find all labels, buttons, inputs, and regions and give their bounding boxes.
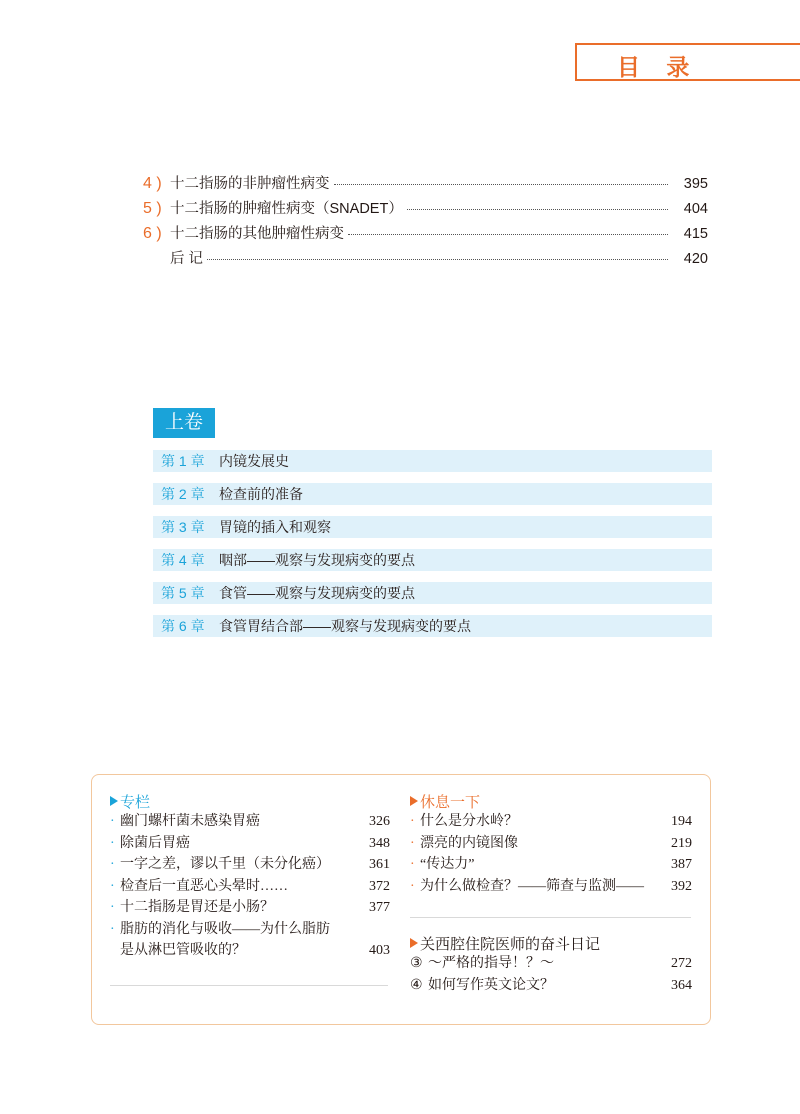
list-item-text: 除菌后胃癌: [120, 835, 190, 851]
toc-leader-dots: [207, 259, 668, 260]
list-item-page: 348: [369, 835, 390, 851]
triangle-marker-icon: [410, 938, 418, 948]
toc-list: [143, 172, 708, 272]
list-item-text: 漂亮的内镜图像: [420, 835, 518, 851]
list-item-text: 幽门螺杆菌未感染胃癌: [120, 814, 260, 829]
chapter-row[interactable]: [153, 615, 712, 637]
toc-page: 415: [683, 226, 708, 242]
column-left: [110, 791, 390, 962]
list-item[interactable]: [410, 953, 692, 975]
toc-row[interactable]: [143, 172, 708, 197]
chapter-number: 第 4 章: [161, 552, 205, 568]
list-item-page: 272: [671, 956, 692, 971]
toc-label: 后 记: [170, 251, 204, 267]
list-item[interactable]: [110, 833, 390, 855]
bullet-icon: ·: [110, 878, 115, 894]
list-item[interactable]: [410, 833, 692, 855]
volume-label: 上卷: [153, 408, 215, 438]
list-item-page: 392: [671, 878, 692, 894]
column-right: [410, 791, 692, 897]
list-item[interactable]: [410, 876, 692, 898]
toc-leader-dots: [348, 234, 668, 235]
triangle-marker-icon: [110, 796, 118, 806]
bullet-icon: ·: [110, 835, 115, 851]
list-item-page: 377: [369, 900, 390, 915]
list-item[interactable]: [410, 811, 692, 833]
list-item-page: 364: [671, 977, 692, 993]
chapter-list: [153, 450, 712, 648]
toc-row[interactable]: [143, 197, 708, 222]
chapter-row[interactable]: [153, 549, 712, 571]
bullet-icon: ·: [410, 878, 415, 894]
list-item[interactable]: [410, 854, 692, 876]
chapter-title: 内镜发展史: [219, 453, 289, 469]
columns-panel: [91, 774, 711, 1025]
toc-header-box: [575, 43, 800, 81]
column-heading-label: 专栏: [120, 793, 151, 811]
chapter-row[interactable]: [153, 582, 712, 604]
list-item[interactable]: [110, 876, 390, 898]
list-item-text: “传达力”: [420, 857, 475, 872]
bullet-icon: ·: [410, 814, 415, 829]
chapter-title: 食管胃结合部——观察与发现病变的要点: [219, 618, 471, 634]
list-item-page: 387: [671, 857, 692, 872]
toc-row[interactable]: [143, 222, 708, 247]
list-item-page: 361: [369, 857, 390, 872]
toc-number: 6 ): [143, 225, 162, 242]
bullet-icon: ·: [110, 900, 115, 915]
toc-label: 十二指肠的其他肿瘤性病变: [170, 226, 344, 242]
chapter-row[interactable]: [153, 450, 712, 472]
list-item-text: 是从淋巴管吸收的？: [120, 943, 246, 958]
chapter-title: 食管——观察与发现病变的要点: [219, 585, 415, 601]
toc-number: 4 ): [143, 175, 162, 192]
list-item[interactable]: [110, 811, 390, 833]
chapter-row[interactable]: [153, 483, 712, 505]
toc-page: 395: [683, 176, 708, 192]
toc-page: 404: [683, 201, 708, 217]
circled-number: ④: [410, 977, 423, 993]
chapter-number: 第 3 章: [161, 519, 205, 535]
column-heading: [410, 791, 692, 811]
column-divider: [410, 917, 691, 918]
list-item[interactable]: [110, 897, 390, 919]
list-item[interactable]: [110, 919, 390, 941]
list-item-text: 什么是分水岭？: [420, 814, 518, 829]
toc-page: 420: [683, 251, 708, 267]
chapter-row[interactable]: [153, 516, 712, 538]
column-heading: [410, 933, 692, 953]
column-heading: [110, 791, 390, 811]
toc-leader-dots: [334, 184, 669, 185]
list-item-page: 326: [369, 814, 390, 829]
chapter-number: 第 2 章: [161, 486, 205, 502]
list-item-text: 十二指肠是胃还是小肠？: [120, 900, 274, 915]
list-item-text: 为什么做检查？——筛查与监测——: [420, 878, 644, 894]
chapter-number: 第 1 章: [161, 453, 205, 469]
list-item-continuation[interactable]: [110, 940, 390, 962]
chapter-title: 胃镜的插入和观察: [219, 519, 331, 535]
list-item-page: 403: [369, 943, 390, 958]
list-item[interactable]: [410, 975, 692, 997]
column-heading-label: 关西腔住院医师的奋斗日记: [420, 935, 601, 953]
bullet-icon: ·: [110, 921, 115, 937]
column-divider: [110, 985, 388, 986]
list-item-page: 372: [369, 878, 390, 894]
list-item-page: 194: [671, 814, 692, 829]
bullet-icon: ·: [410, 857, 415, 872]
chapter-title: 咽部——观察与发现病变的要点: [219, 552, 415, 568]
circled-number: ③: [410, 956, 423, 971]
list-item-text: 脂肪的消化与吸收——为什么脂肪: [120, 921, 330, 937]
diary-section: [410, 933, 692, 996]
triangle-marker-icon: [410, 796, 418, 806]
toc-row[interactable]: [143, 247, 708, 272]
bullet-icon: ·: [410, 835, 415, 851]
bullet-icon: ·: [110, 857, 115, 872]
chapter-title: 检查前的准备: [219, 486, 303, 502]
toc-leader-dots: [407, 209, 668, 210]
list-item-page: 219: [671, 835, 692, 851]
list-item-text: 检查后一直恶心头晕时……: [120, 878, 288, 894]
list-item-text: ～严格的指导！？～: [428, 956, 554, 971]
chapter-number: 第 6 章: [161, 618, 205, 634]
toc-label: 十二指肠的非肿瘤性病变: [170, 176, 330, 192]
bullet-icon: ·: [110, 814, 115, 829]
toc-number: 5 ): [143, 200, 162, 217]
list-item-text: 如何写作英文论文？: [428, 977, 554, 993]
column-heading-label: 休息一下: [420, 793, 481, 811]
list-item[interactable]: [110, 854, 390, 876]
page-title: 目 录: [617, 54, 700, 80]
list-item-text: 一字之差，谬以千里（未分化癌）: [120, 857, 330, 872]
toc-label: 十二指肠的肿瘤性病变（SNADET）: [170, 201, 403, 217]
chapter-number: 第 5 章: [161, 585, 205, 601]
